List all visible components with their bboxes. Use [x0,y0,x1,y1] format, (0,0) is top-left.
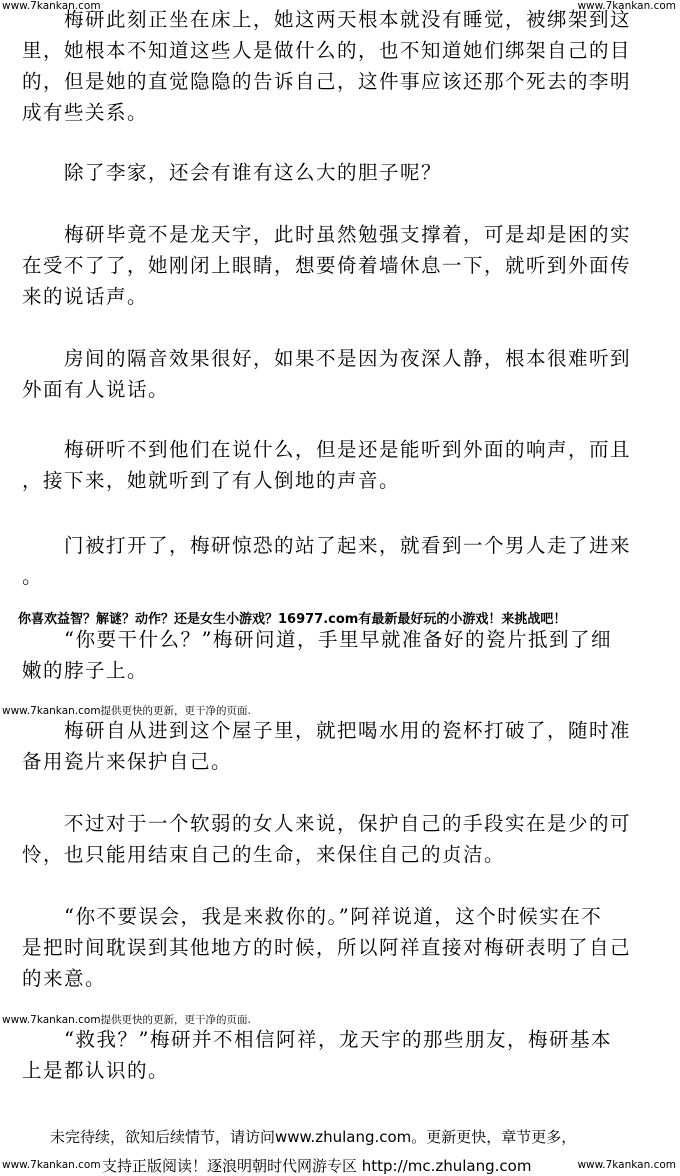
watermark-top-right: www.7kankan.com [577,0,676,12]
site-note: www.7kankan.com提供更快的更新，更干净的页面. [2,1014,251,1026]
text-line: 备用瓷片来保护自己。 [22,750,233,773]
text-line: 梅研毕竟不是龙天宇，此时虽然勉强支撑着，可是却是困的实 [22,223,632,246]
text-line: 成有些关系。 [22,101,149,124]
text-line: ，接下来，她就听到了有人倒地的声音。 [22,469,401,492]
paragraph [22,1024,654,1086]
text-line: “救我？”梅研并不相信阿祥，龙天宇的那些朋友，梅研基本 [22,1028,612,1051]
paragraph [22,715,654,777]
text-line: 梅研听不到他们在说什么，但是还是能听到外面的响声，而且 [22,438,632,461]
paragraph [22,4,654,128]
watermark-bottom-right: www.7kankan.com [577,1159,676,1171]
text-line: “你要干什么？”梅研问道，手里早就准备好的瓷片抵到了细 [22,628,612,651]
text-line: 来的说话声。 [22,285,149,308]
text-line: 里，她根本不知道这些人是做什么的，也不知道她们绑架自己的目 [22,39,632,62]
text-line: 的来意。 [22,967,107,990]
text-line: 上是都认识的。 [22,1059,170,1082]
paragraph [22,808,654,870]
paragraph [22,343,654,405]
paragraph [22,901,654,994]
text-line: 外面有人说话。 [22,378,170,401]
paragraph [22,157,654,188]
text-line: “你不要误会，我是来救你的。”阿祥说道，这个时候实在不 [22,905,603,928]
text-line: 不过对于一个软弱的女人来说，保护自己的手段实在是少的可 [22,812,632,835]
text-line: 是把时间耽误到其他地方的时候，所以阿祥直接对梅研表明了自己 [22,936,632,959]
watermark-top-left: www.7kankan.com [2,0,101,12]
text-line: 门被打开了，梅研惊恐的站了起来，就看到一个男人走了进来 [22,534,632,557]
text-line: 。 [22,565,44,588]
paragraph [22,219,654,312]
footer-link[interactable]: 支持正版阅读！逐浪明朝时代网游专区 http://mc.zhulang.com [102,1157,532,1175]
text-line: 的，但是她的直觉隐隐的告诉自己，这件事应该还那个死去的李明 [22,70,632,93]
paragraph [22,530,654,592]
watermark-bottom-left: www.7kankan.com [2,1159,101,1171]
paragraph [22,624,654,686]
footer-line: 未完待续，欲知后续情节，请访问www.zhulang.com。更新更快，章节更多， [50,1128,577,1146]
text-line: 怜，也只能用结束自己的生命，来保住自己的贞洁。 [22,843,506,866]
paragraph [22,434,654,496]
text-line: 除了李家，还会有谁有这么大的胆子呢？ [22,161,443,184]
site-note: www.7kankan.com提供更快的更新，更干净的页面. [2,705,251,717]
text-line: 房间的隔音效果很好，如果不是因为夜深人静，根本很难听到 [22,347,632,370]
text-line: 梅研此刻正坐在床上，她这两天根本就没有睡觉，被绑架到这 [22,8,632,31]
ad-banner[interactable]: 你喜欢益智？解谜？动作？还是女生小游戏？16977.com有最新最好玩的小游戏！来挑战吧！ [18,612,567,627]
text-line: 嫩的脖子上。 [22,659,149,682]
text-line: 在受不了了，她刚闭上眼睛，想要倚着墙休息一下，就听到外面传 [22,254,632,277]
text-line: 梅研自从进到这个屋子里，就把喝水用的瓷杯打破了，随时准 [22,719,632,742]
